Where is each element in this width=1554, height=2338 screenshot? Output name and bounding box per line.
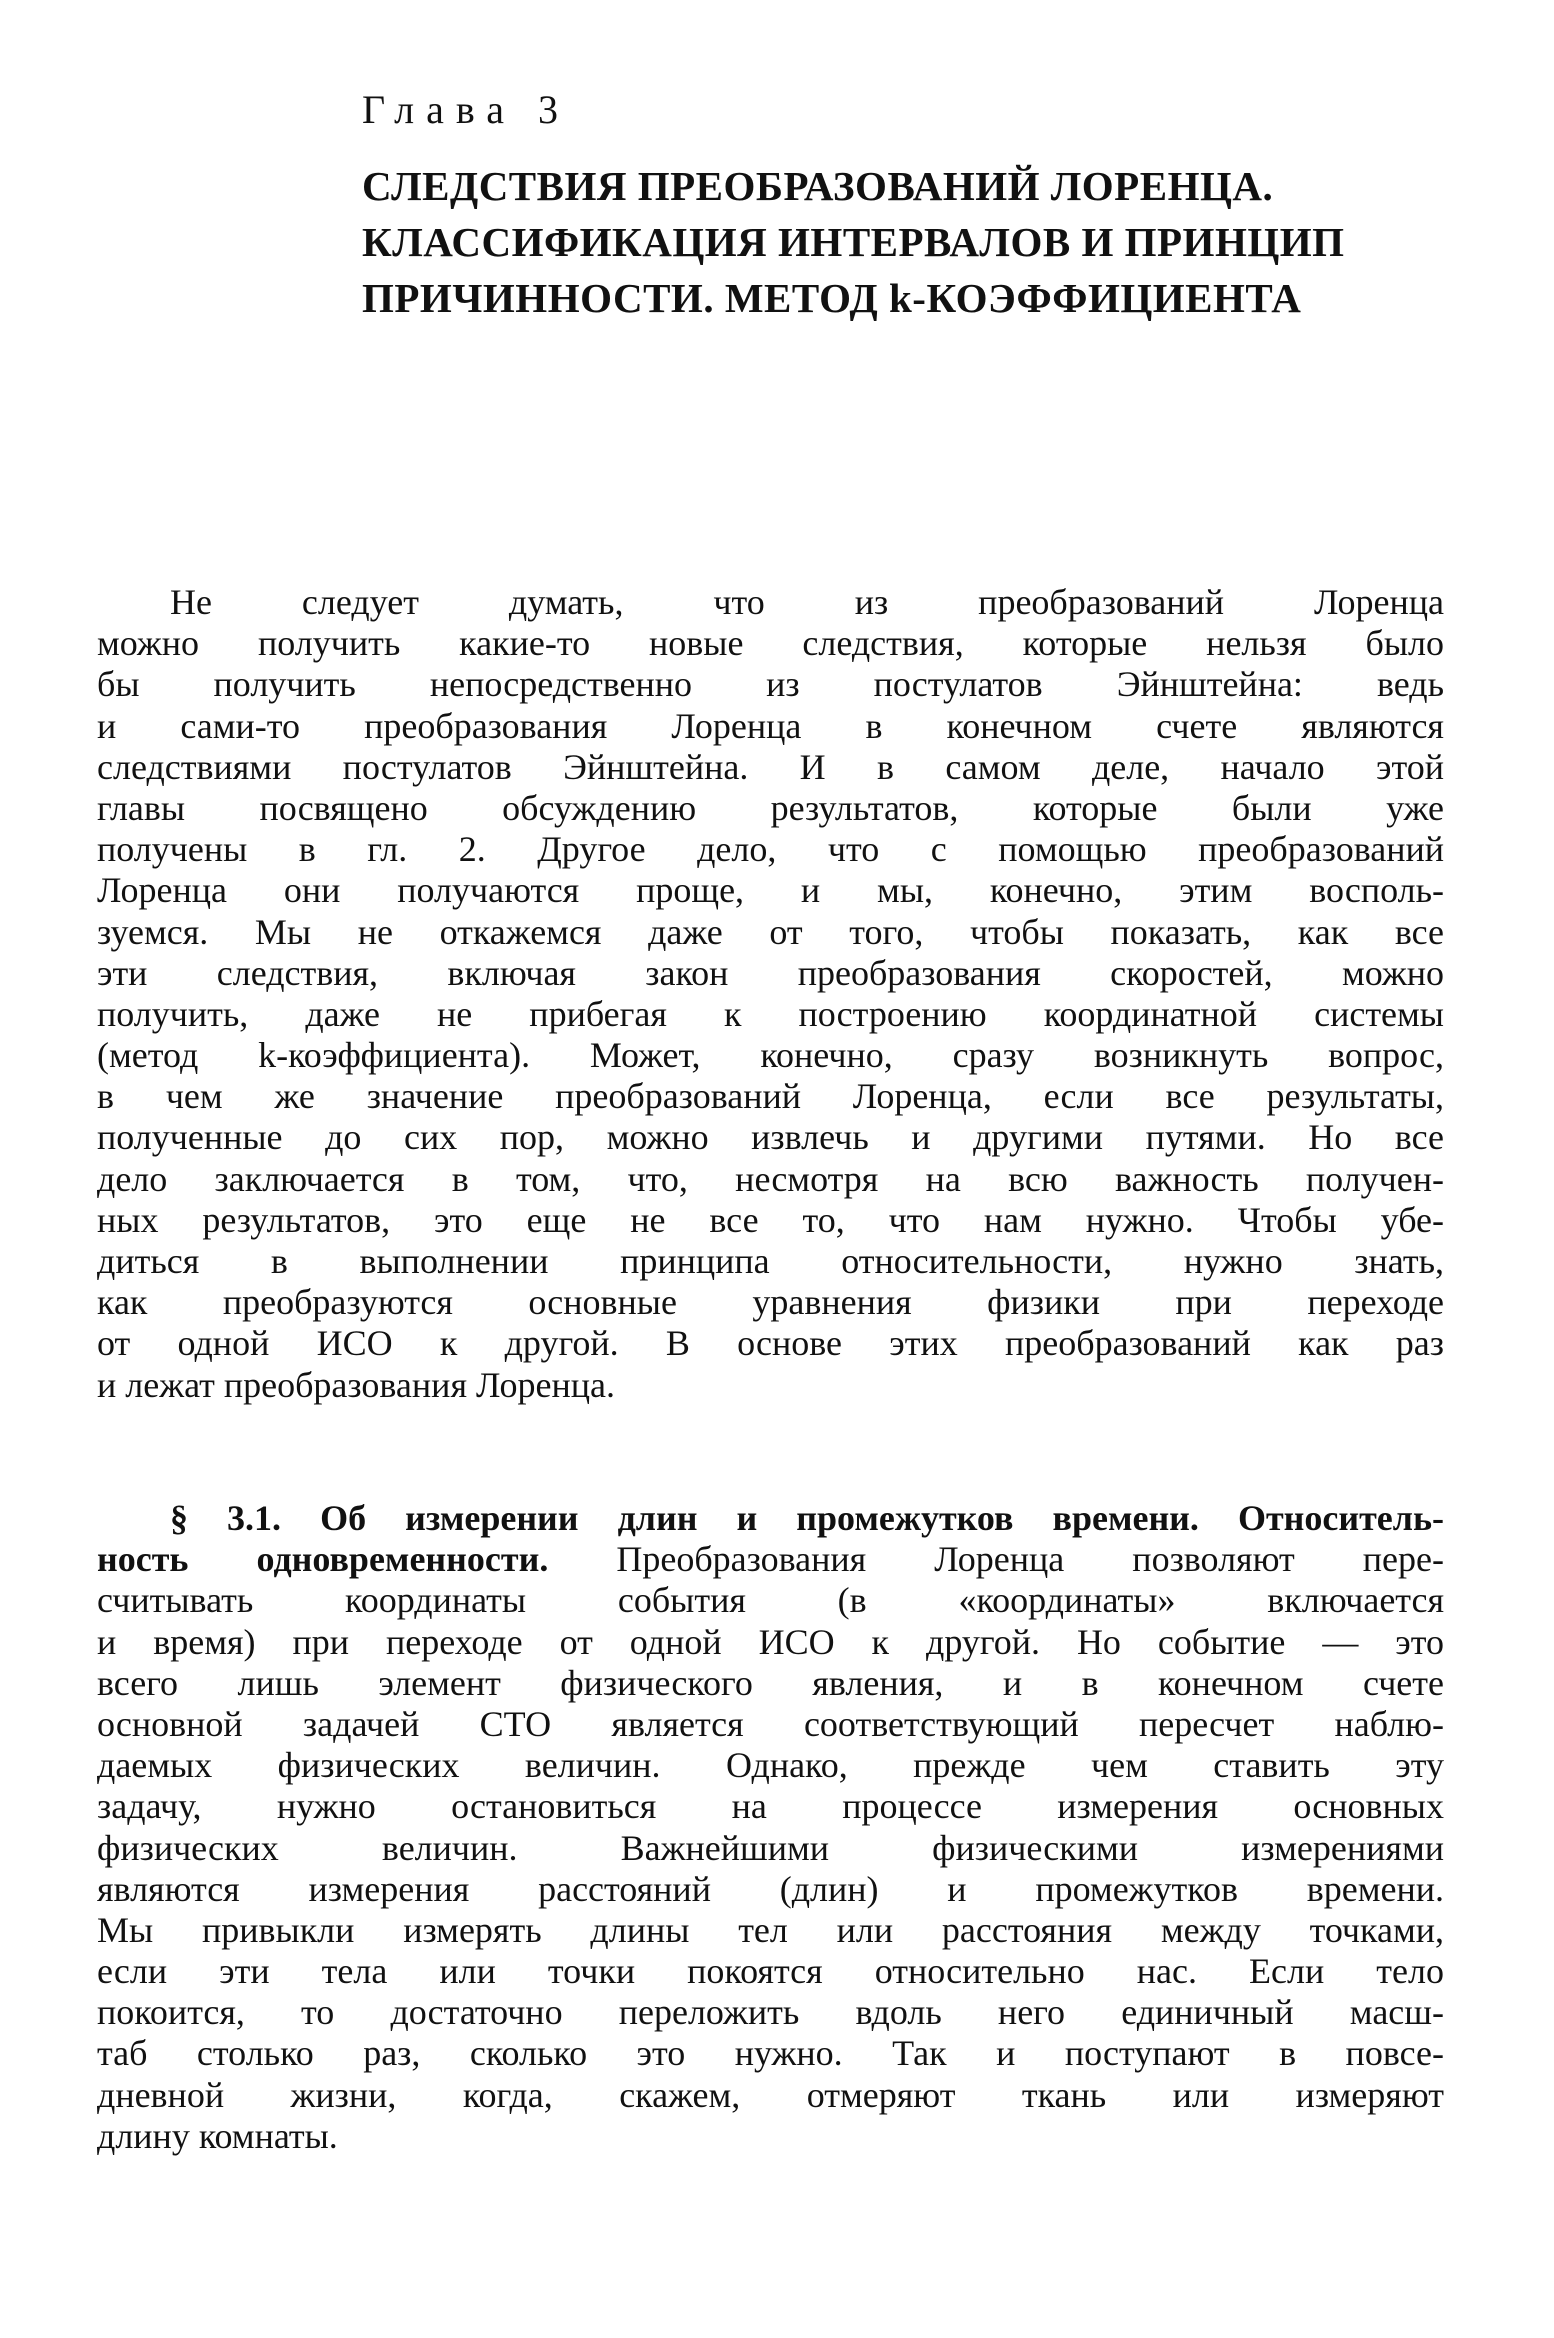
section-heading-line xyxy=(97,1498,1444,1539)
text-line: считывать координаты события (в «координаты» включается xyxy=(97,1580,1444,1621)
text-line: (метод k-коэффициента). Может, конечно, сразу возникнуть вопрос, xyxy=(97,1035,1444,1076)
text-line: зуемся. Мы не откажемся даже от того, чтобы показать, как все xyxy=(97,911,1444,952)
text-line: как преобразуются основные уравнения физики при переходе xyxy=(97,1282,1444,1323)
text-line: физических величин. Важнейшими физическими измерениями xyxy=(97,1827,1444,1868)
text-line: если эти тела или точки покоятся относительно нас. Если тело xyxy=(97,1951,1444,1992)
text-line: дневной жизни, когда, скажем, отмеряют ткань или измеряют xyxy=(97,2074,1444,2115)
text-line: и лежат преобразования Лоренца. xyxy=(97,1364,616,1405)
chapter-title-line: КЛАССИФИКАЦИЯ ИНТЕРВАЛОВ И ПРИНЦИП xyxy=(362,219,1345,265)
text-line: главы посвящено обсуждению результатов, которые были уже xyxy=(97,787,1444,828)
text-line: являются измерения расстояний (длин) и промежутков времени. xyxy=(97,1868,1444,1909)
text-line: полученные до сих пор, можно извлечь и другими путями. Но все xyxy=(97,1117,1444,1158)
chapter-title xyxy=(362,158,1442,326)
chapter-title-line: ПРИЧИННОСТИ. МЕТОД k-КОЭФФИЦИЕНТА xyxy=(362,275,1302,321)
text-line: всего лишь элемент физического явления, и в конечном счете xyxy=(97,1662,1444,1703)
section-heading-end: ность одновременности. xyxy=(97,1539,549,1580)
text-line: задачу, нужно остановиться на процессе измерения основных xyxy=(97,1786,1444,1827)
section-first-sentence: Преобразования Лоренца позволяют пере- xyxy=(548,1539,1444,1580)
text-line: Не следует думать, что из преобразований Лоренца xyxy=(170,582,1444,622)
text-line: Мы привыкли измерять длины тел или расстояния между точками, xyxy=(97,1909,1444,1950)
chapter-label: Глава 3 xyxy=(362,87,570,132)
text-line: и сами-то преобразования Лоренца в конечном счете являются xyxy=(97,705,1444,746)
text-line: от одной ИСО к другой. В основе этих преобразований как раз xyxy=(97,1323,1444,1364)
text-line: и время) при переходе от одной ИСО к другой. Но событие — это xyxy=(97,1621,1444,1662)
text-line: покоится, то достаточно переложить вдоль него единичный масш- xyxy=(97,1992,1444,2033)
text-line xyxy=(97,1539,1444,1580)
text-line: длину комнаты. xyxy=(97,2115,338,2156)
text-line: в чем же значение преобразований Лоренца, если все результаты, xyxy=(97,1076,1444,1117)
text-line: дело заключается в том, что, несмотря на всю важность получен- xyxy=(97,1158,1444,1199)
text-line: получены в гл. 2. Другое дело, что с помощью преобразований xyxy=(97,829,1444,870)
text-line: ных результатов, это еще не все то, что нам нужно. Чтобы убе- xyxy=(97,1199,1444,1240)
section-heading: § 3.1. Об измерении длин и промежутков времени. Относитель- xyxy=(170,1498,1444,1538)
text-line: следствиями постулатов Эйнштейна. И в самом деле, начало этой xyxy=(97,746,1444,787)
text-line: эти следствия, включая закон преобразования скоростей, можно xyxy=(97,952,1444,993)
text-line: бы получить непосредственно из постулатов Эйнштейна: ведь xyxy=(97,664,1444,705)
chapter-title-line: СЛЕДСТВИЯ ПРЕОБРАЗОВАНИЙ ЛОРЕНЦА. xyxy=(362,163,1274,209)
text-line: диться в выполнении принципа относительности, нужно знать, xyxy=(97,1241,1444,1281)
text-line: можно получить какие-то новые следствия, которые нельзя было xyxy=(97,623,1444,664)
section-3-1 xyxy=(97,1498,1444,2157)
text-line: даемых физических величин. Однако, прежде чем ставить эту xyxy=(97,1745,1444,1786)
text-line: Лоренца они получаются проще, и мы, конечно, этим восполь- xyxy=(97,870,1444,911)
text-line: таб столько раз, сколько это нужно. Так и поступают в повсе- xyxy=(97,2033,1444,2074)
intro-paragraph xyxy=(97,582,1444,1406)
text-line: получить, даже не прибегая к построению координатной системы xyxy=(97,993,1444,1034)
text-line: основной задачей СТО является соответствующий пересчет наблю- xyxy=(97,1703,1444,1744)
